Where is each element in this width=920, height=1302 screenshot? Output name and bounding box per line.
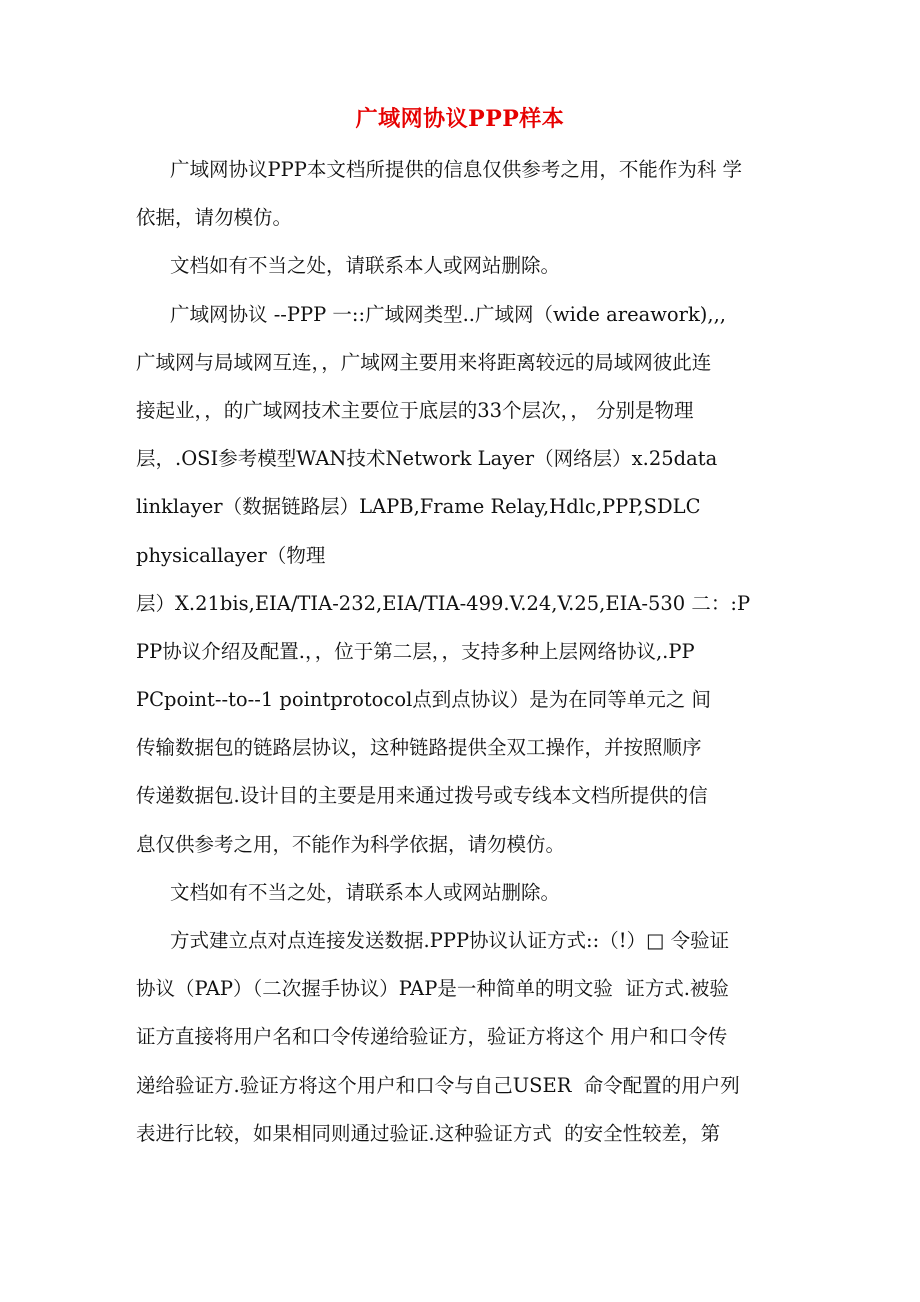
paragraph-line: 文档如有不当之处，请联系本人或网站删除。 xyxy=(170,254,561,278)
paragraph-line: physicallayer（物理 xyxy=(136,543,326,567)
paragraph-line: 协议（PAP）（二次握手协议）PAP是一种简单的明文验 证方式.被验 xyxy=(136,977,729,1001)
paragraph-line: 广域网协议PPP本文档所提供的信息仅供参考之用，不能作为科 学 xyxy=(170,158,743,181)
paragraph-line: 息仅供参考之用，不能作为科学依据，请勿模仿。 xyxy=(136,832,566,856)
paragraph-line: 文档如有不当之处，请联系本人或网站删除。 xyxy=(170,880,561,904)
paragraph-line: 证方直接将用户名和口令传递给验证方，验证方将这个 用户和口令传 xyxy=(136,1025,728,1049)
paragraph-line: 接起业，，的广域网技术主要位于底层的33个层次，， 分别是物理 xyxy=(136,398,694,422)
paragraph-line: 递给验证方.验证方将这个用户和口令与自己USER 命令配置的用户列 xyxy=(136,1073,740,1097)
paragraph-line: 表进行比较，如果相同则通过验证.这种验证方式 的安全性较差，第 xyxy=(136,1121,721,1145)
paragraph-line: 依据，请勿模仿。 xyxy=(136,206,293,230)
paragraph-line: PCpoint--to--1 pointprotocol点到点协议）是为在同等单元之 间 xyxy=(136,688,712,712)
paragraph-line: PP协议介绍及配置.，，位于第二层，，支持多种上层网络协议,.PP xyxy=(136,639,695,663)
document-title: 广域网协议PPP样本 xyxy=(355,106,565,132)
paragraph-line: 层）X.21bis,EIA/TIA-232,EIA/TIA-499.V.24,V.25,EIA-530 二：:P xyxy=(136,591,751,615)
paragraph-line: 层，.OSI参考模型WAN技术Network Layer（网络层）x.25data xyxy=(136,447,718,471)
paragraph-line: linklayer（数据链路层）LAPB,Frame Relay,Hdlc,PPP,SDLC xyxy=(136,495,701,519)
paragraph-line: 广域网与局域网互连，，广域网主要用来将距离较远的局域网彼此连 xyxy=(136,350,712,374)
paragraph-line: 方式建立点对点连接发送数据.PPP协议认证方式::（!）□ 令验证 xyxy=(170,929,730,952)
paragraph-line: 传输数据包的链路层协议，这种链路提供全双工操作，并按照顺序 xyxy=(136,736,702,760)
document-body xyxy=(136,146,792,1158)
paragraph-line: 传递数据包.设计目的主要是用来通过拨号或专线本文档所提供的信 xyxy=(136,784,708,808)
paragraph-line: 广域网协议 --PPP 一::广域网类型..广域网（wide areawork),,, xyxy=(170,302,727,326)
